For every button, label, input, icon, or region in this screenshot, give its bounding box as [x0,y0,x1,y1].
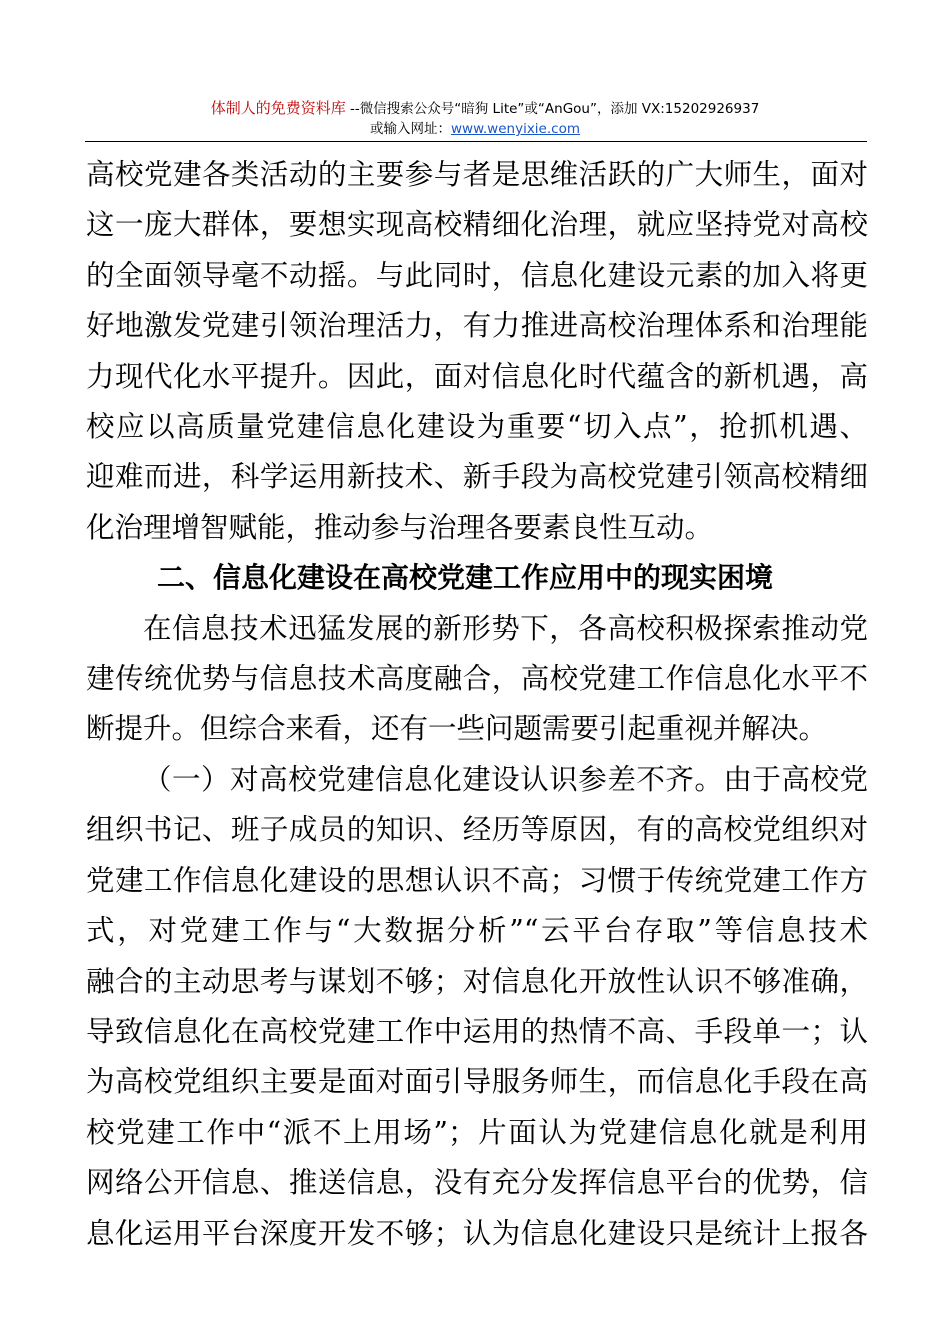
paragraph-2 [86,604,868,755]
text-line: 断提升。但综合来看，还有一些问题需要引起重视并解决。 [86,712,828,746]
header-url-line [0,119,950,139]
text-line: 建传统优势与信息技术高度融合，高校党建工作信息化水平不 [86,662,868,696]
text-line: 校党建工作中“派不上用场”；片面认为党建信息化就是利用 [86,1115,868,1149]
text-line: 为高校党组织主要是面对面引导服务师生，而信息化手段在高 [86,1065,868,1099]
website-link[interactable]: www.wenyixie.com [451,121,580,137]
header-url-label: 或输入网址： [370,121,451,137]
text-line: 高校党建各类活动的主要参与者是思维活跃的广大师生，面对 [86,158,868,191]
document-body [86,150,868,1259]
header-promo-line [20,98,950,119]
paragraph-1 [86,150,868,553]
text-line: 这一庞大群体，要想实现高校精细化治理，就应坚持党对高校 [86,208,868,242]
text-line: 在信息技术迅猛发展的新形势下，各高校积极探索推动党 [143,611,868,645]
text-line: 融合的主动思考与谋划不够；对信息化开放性认识不够准确， [86,964,868,998]
text-line: 好地激发党建引领治理活力，有力推进高校治理体系和治理能 [86,309,868,343]
section-heading: 二、信息化建设在高校党建工作应用中的现实困境 [157,561,774,595]
text-line: 式，对党建工作与“大数据分析”“云平台存取”等信息技术 [86,914,868,948]
header-promo-text: --微信搜索公众号“暗狗 Lite”或“AnGou”，添加 VX:15202926937 [345,101,760,117]
text-line: 息化运用平台深度开发不够；认为信息化建设只是统计上报各 [86,1216,868,1250]
section-heading-block [86,553,868,603]
paragraph-3 [86,755,868,1259]
text-line: 的全面领导毫不动摇。与此同时，信息化建设元素的加入将更 [86,258,868,292]
text-line: 迎难而进，科学运用新技术、新手段为高校党建引领高校精细 [86,460,868,494]
text-line: 导致信息化在高校党建工作中运用的热情不高、手段单一；认 [86,1014,868,1048]
text-line: 党建工作信息化建设的思想认识不高；习惯于传统党建工作方 [86,863,868,897]
text-line: 化治理增智赋能，推动参与治理各要素良性互动。 [86,510,714,544]
header-divider [85,141,867,142]
text-line: 网络公开信息、推送信息，没有充分发挥信息平台的优势，信 [86,1166,868,1200]
text-line: 组织书记、班子成员的知识、经历等原因，有的高校党组织对 [86,813,868,847]
text-line: 力现代化水平提升。因此，面对信息化时代蕴含的新机遇，高 [86,359,868,393]
text-line: （一）对高校党建信息化建设认识参差不齐。由于高校党 [143,762,868,796]
text-line: 校应以高质量党建信息化建设为重要“切入点”，抢抓机遇、 [86,410,868,444]
page-header [0,98,950,139]
header-brand: 体制人的免费资料库 [210,99,346,117]
